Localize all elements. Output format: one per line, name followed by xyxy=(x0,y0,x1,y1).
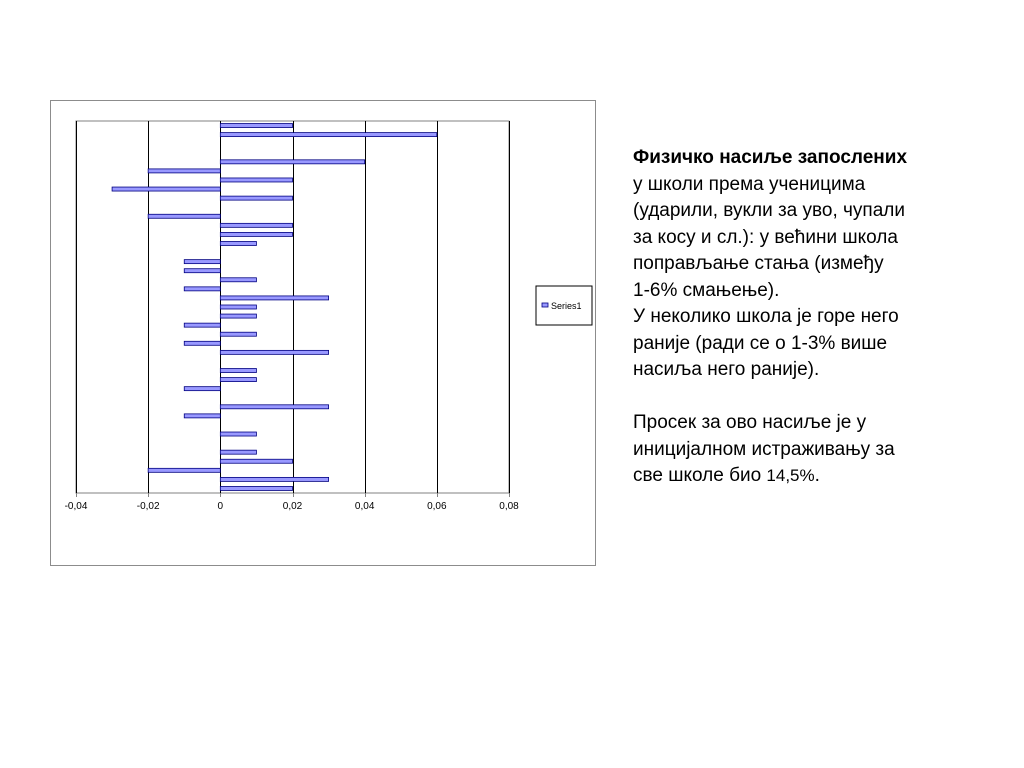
bar xyxy=(220,314,256,318)
text-line: у школи према ученицима xyxy=(633,173,866,195)
x-tick-label: -0,02 xyxy=(136,501,160,512)
bar xyxy=(220,124,292,128)
bar xyxy=(220,432,256,436)
bar xyxy=(220,405,328,409)
bar xyxy=(112,187,220,191)
x-tick-label: 0 xyxy=(217,501,224,512)
bar-chart xyxy=(51,101,595,565)
bar xyxy=(148,169,220,173)
bar xyxy=(184,269,220,273)
text-line-suffix: . xyxy=(814,465,820,486)
x-tick-label: 0,06 xyxy=(427,501,447,512)
spacer xyxy=(633,384,993,411)
text-line: У неколико школа је горе него xyxy=(633,306,899,327)
bar xyxy=(184,260,220,264)
bar xyxy=(220,278,256,282)
bar xyxy=(184,323,220,327)
bar xyxy=(220,459,292,463)
bar xyxy=(184,387,220,391)
text-line: поправљање стања (између xyxy=(633,253,884,274)
bar xyxy=(220,450,256,454)
text-line: 1-6% смањење). xyxy=(633,279,780,301)
plot-area xyxy=(76,121,509,493)
description-text xyxy=(633,145,993,490)
text-line xyxy=(633,463,993,490)
bar xyxy=(220,241,256,245)
text-line: Просек за ово насиље је у xyxy=(633,412,867,433)
text-line-prefix: све школе био xyxy=(633,465,767,486)
x-tick-label: -0,04 xyxy=(64,501,88,512)
bar xyxy=(220,160,364,164)
bar xyxy=(220,378,256,382)
chart-frame xyxy=(50,100,596,566)
bar xyxy=(148,468,220,472)
bar xyxy=(220,223,292,227)
bar xyxy=(184,341,220,345)
text-line: насиља него раније). xyxy=(633,359,820,380)
bar xyxy=(220,232,292,236)
bar xyxy=(220,486,292,490)
bar xyxy=(220,296,328,300)
text-line: (ударили, вукли за уво, чупали xyxy=(633,200,905,221)
x-tick-label: 0,04 xyxy=(354,501,375,512)
bar xyxy=(220,369,256,373)
text-line: за косу и сл.): у већини школа xyxy=(633,226,898,248)
bar xyxy=(148,214,220,218)
legend-label: Series1 xyxy=(551,301,582,311)
bar xyxy=(220,305,256,309)
bar xyxy=(184,287,220,291)
bar xyxy=(184,414,220,418)
bar xyxy=(220,178,292,182)
bar xyxy=(220,477,328,481)
bar xyxy=(220,196,292,200)
average-value: 14,5% xyxy=(766,466,815,485)
x-tick-label: 0,02 xyxy=(282,501,303,512)
text-line: раније (ради се о 1-3% више xyxy=(633,332,888,354)
heading: Физичко насиље запослених xyxy=(633,147,908,168)
legend-swatch xyxy=(542,303,548,307)
bar xyxy=(220,350,328,354)
bar xyxy=(220,133,436,137)
bar xyxy=(220,332,256,336)
x-tick-label: 0,08 xyxy=(499,501,519,512)
text-line: иницијалном истраживању за xyxy=(633,438,895,460)
